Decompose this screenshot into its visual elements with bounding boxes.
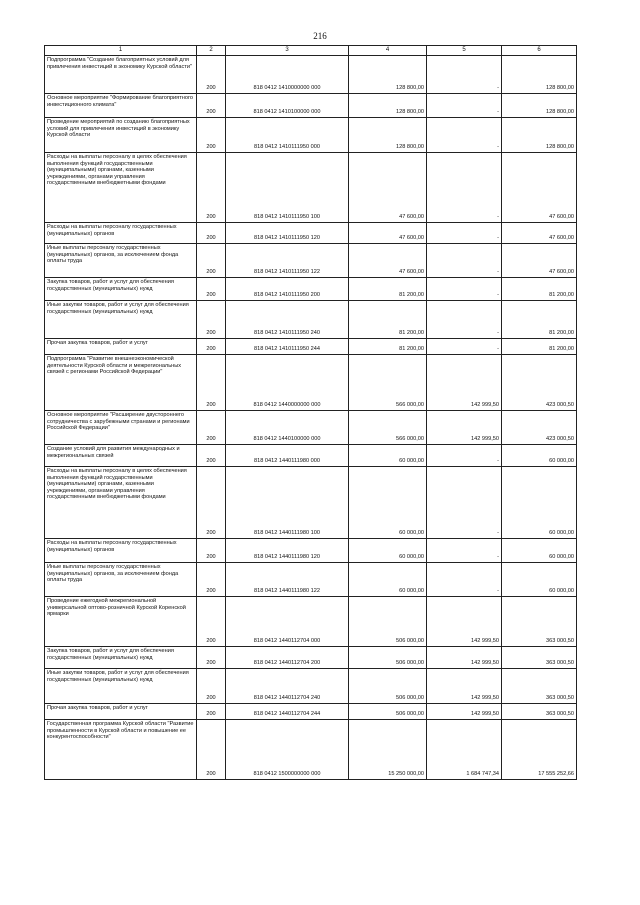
table-cell-c4: 506 000,00 bbox=[349, 704, 427, 720]
table-cell-kbk: 818 0412 1440112704 000 bbox=[226, 597, 349, 647]
table-row bbox=[45, 355, 577, 411]
table-row bbox=[45, 56, 577, 94]
table-cell-c4: 566 000,00 bbox=[349, 411, 427, 445]
table-cell-c6: 47 600,00 bbox=[502, 153, 577, 223]
table-cell-name: Основное мероприятие "Формирование благоприятного инвестиционного климата" bbox=[45, 94, 197, 118]
table-cell-kbk: 818 0412 1410111950 240 bbox=[226, 301, 349, 339]
table-cell-c6: 47 600,00 bbox=[502, 244, 577, 278]
table-cell-c6: 363 000,50 bbox=[502, 704, 577, 720]
table-cell-code: 200 bbox=[197, 597, 226, 647]
table-cell-name: Расходы на выплаты персоналу в целях обеспечения выполнения функций государственными (муниципальными) органами, казенными учреждениями, органами управления государственными внебюджетными фондами bbox=[45, 153, 197, 223]
table-cell-name: Подпрограмма "Создание благоприятных условий для привлечения инвестиций в экономику Курской области" bbox=[45, 56, 197, 94]
table-cell-c5: - bbox=[427, 539, 502, 563]
table-cell-c4: 15 250 000,00 bbox=[349, 720, 427, 780]
table-cell-code: 200 bbox=[197, 278, 226, 301]
table-cell-c6: 363 000,50 bbox=[502, 597, 577, 647]
table-cell-c4: 128 800,00 bbox=[349, 94, 427, 118]
table-cell-kbk: 818 0412 1410111950 244 bbox=[226, 339, 349, 355]
table-cell-name: Закупка товаров, работ и услуг для обеспечения государственных (муниципальных) нужд bbox=[45, 647, 197, 669]
table-cell-c4: 81 200,00 bbox=[349, 339, 427, 355]
table-row bbox=[45, 597, 577, 647]
table-cell-c4: 47 600,00 bbox=[349, 244, 427, 278]
table-cell-c4: 60 000,00 bbox=[349, 467, 427, 539]
table-cell-code: 200 bbox=[197, 720, 226, 780]
table-cell-code: 200 bbox=[197, 411, 226, 445]
table-cell-name: Прочая закупка товаров, работ и услуг bbox=[45, 704, 197, 720]
table-cell-kbk: 818 0412 1500000000 000 bbox=[226, 720, 349, 780]
table-cell-code: 200 bbox=[197, 445, 226, 467]
table-cell-name: Проведение мероприятий по созданию благоприятных условий для привлечения инвестиций в экономику Курской области bbox=[45, 118, 197, 153]
table-cell-name: Расходы на выплаты персоналу в целях обеспечения выполнения функций государственными (муниципальными) органами, казенными учреждениями, органами управления государственными внебюджетными фондами bbox=[45, 467, 197, 539]
table-cell-kbk: 818 0412 1410000000 000 bbox=[226, 56, 349, 94]
table-cell-c5: 142 999,50 bbox=[427, 669, 502, 704]
table-cell-c6: 363 000,50 bbox=[502, 647, 577, 669]
table-row bbox=[45, 301, 577, 339]
table-cell-code: 200 bbox=[197, 669, 226, 704]
table-cell-c5: - bbox=[427, 223, 502, 244]
table-cell-c5: - bbox=[427, 301, 502, 339]
table-cell-c6: 81 200,00 bbox=[502, 278, 577, 301]
table-cell-code: 200 bbox=[197, 704, 226, 720]
table-cell-code: 200 bbox=[197, 563, 226, 597]
table-cell-code: 200 bbox=[197, 301, 226, 339]
table-cell-c4: 128 800,00 bbox=[349, 56, 427, 94]
table-cell-c6: 17 555 252,66 bbox=[502, 720, 577, 780]
table-row bbox=[45, 153, 577, 223]
table-cell-name: Иные закупки товаров, работ и услуг для обеспечения государственных (муниципальных) нужд bbox=[45, 301, 197, 339]
table-cell-c5: 142 999,50 bbox=[427, 597, 502, 647]
table-cell-c5: - bbox=[427, 467, 502, 539]
table-cell-c4: 128 800,00 bbox=[349, 118, 427, 153]
page-number: 216 bbox=[313, 31, 327, 41]
table-row bbox=[45, 563, 577, 597]
table-cell-kbk: 818 0412 1440111980 122 bbox=[226, 563, 349, 597]
table-cell-c4: 47 600,00 bbox=[349, 223, 427, 244]
table-cell-c5: - bbox=[427, 153, 502, 223]
table-row bbox=[45, 278, 577, 301]
table-cell-name: Закупка товаров, работ и услуг для обеспечения государственных (муниципальных) нужд bbox=[45, 278, 197, 301]
table-cell-name: Иные закупки товаров, работ и услуг для обеспечения государственных (муниципальных) нужд bbox=[45, 669, 197, 704]
table-cell-name: Расходы на выплаты персоналу государственных (муниципальных) органов bbox=[45, 539, 197, 563]
table-cell-c5: - bbox=[427, 56, 502, 94]
table-cell-code: 200 bbox=[197, 118, 226, 153]
table-row bbox=[45, 339, 577, 355]
table-cell-code: 200 bbox=[197, 539, 226, 563]
table-cell-code: 200 bbox=[197, 223, 226, 244]
table-cell-kbk: 818 0412 1410111950 120 bbox=[226, 223, 349, 244]
table-cell-kbk: 818 0412 1440112704 240 bbox=[226, 669, 349, 704]
table-cell-c5: 142 999,50 bbox=[427, 647, 502, 669]
table-cell-c6: 128 800,00 bbox=[502, 56, 577, 94]
table-cell-kbk: 818 0412 1440111980 120 bbox=[226, 539, 349, 563]
table-cell-c5: - bbox=[427, 445, 502, 467]
table-cell-name: Подпрограмма "Развитие внешнеэкономической деятельности Курской области и межрегиональных связей с регионами Российской Федерации" bbox=[45, 355, 197, 411]
table-cell-c4: 506 000,00 bbox=[349, 669, 427, 704]
table-cell-name: Прочая закупка товаров, работ и услуг bbox=[45, 339, 197, 355]
table-cell-c4: 60 000,00 bbox=[349, 445, 427, 467]
table-cell-c4: 47 600,00 bbox=[349, 153, 427, 223]
table-cell-name: Основное мероприятие "Расширение двустороннего сотрудничества с зарубежными странами и регионами Российской Федерации" bbox=[45, 411, 197, 445]
header-cell: 6 bbox=[502, 46, 577, 56]
table-row bbox=[45, 647, 577, 669]
table-cell-c5: 142 999,50 bbox=[427, 411, 502, 445]
table-cell-c5: 142 999,50 bbox=[427, 355, 502, 411]
table-cell-kbk: 818 0412 1440111980 000 bbox=[226, 445, 349, 467]
table-cell-code: 200 bbox=[197, 153, 226, 223]
table-cell-c6: 60 000,00 bbox=[502, 467, 577, 539]
table-cell-code: 200 bbox=[197, 339, 226, 355]
table-cell-kbk: 818 0412 1440000000 000 bbox=[226, 355, 349, 411]
table-row bbox=[45, 244, 577, 278]
table-cell-c5: - bbox=[427, 339, 502, 355]
table-cell-c6: 47 600,00 bbox=[502, 223, 577, 244]
table-cell-code: 200 bbox=[197, 56, 226, 94]
table-cell-c5: 142 999,50 bbox=[427, 704, 502, 720]
table-cell-code: 200 bbox=[197, 355, 226, 411]
table-cell-c6: 423 000,50 bbox=[502, 411, 577, 445]
table-cell-c6: 60 000,00 bbox=[502, 445, 577, 467]
table-cell-c6: 423 000,50 bbox=[502, 355, 577, 411]
table-cell-c6: 128 800,00 bbox=[502, 94, 577, 118]
table-cell-c4: 60 000,00 bbox=[349, 563, 427, 597]
table-cell-name: Расходы на выплаты персоналу государственных (муниципальных) органов bbox=[45, 223, 197, 244]
table-cell-c6: 60 000,00 bbox=[502, 539, 577, 563]
table-cell-kbk: 818 0412 1410111950 122 bbox=[226, 244, 349, 278]
table-cell-c6: 81 200,00 bbox=[502, 339, 577, 355]
header-cell: 4 bbox=[349, 46, 427, 56]
table-cell-c5: - bbox=[427, 278, 502, 301]
table-cell-kbk: 818 0412 1440112704 200 bbox=[226, 647, 349, 669]
table-cell-name: Создание условий для развития международных и межрегиональных связей bbox=[45, 445, 197, 467]
table-row bbox=[45, 118, 577, 153]
table-cell-c4: 506 000,00 bbox=[349, 647, 427, 669]
table-cell-code: 200 bbox=[197, 94, 226, 118]
table-row bbox=[45, 445, 577, 467]
table-cell-name: Иные выплаты персоналу государственных (муниципальных) органов, за исключением фонда оплаты труда bbox=[45, 244, 197, 278]
table-cell-kbk: 818 0412 1440111980 100 bbox=[226, 467, 349, 539]
header-cell: 5 bbox=[427, 46, 502, 56]
table-cell-name: Иные выплаты персоналу государственных (муниципальных) органов, за исключением фонда оплаты труда bbox=[45, 563, 197, 597]
table-cell-kbk: 818 0412 1440100000 000 bbox=[226, 411, 349, 445]
table-row bbox=[45, 669, 577, 704]
table-cell-c5: - bbox=[427, 118, 502, 153]
table-cell-c5: - bbox=[427, 94, 502, 118]
table-cell-kbk: 818 0412 1410111950 000 bbox=[226, 118, 349, 153]
header-cell: 3 bbox=[226, 46, 349, 56]
table-cell-c6: 363 000,50 bbox=[502, 669, 577, 704]
header-cell: 2 bbox=[197, 46, 226, 56]
budget-table bbox=[44, 45, 577, 780]
table-row bbox=[45, 704, 577, 720]
table-cell-c5: - bbox=[427, 563, 502, 597]
table-cell-code: 200 bbox=[197, 244, 226, 278]
table-cell-c4: 60 000,00 bbox=[349, 539, 427, 563]
table-cell-c6: 60 000,00 bbox=[502, 563, 577, 597]
table-cell-code: 200 bbox=[197, 467, 226, 539]
table-row bbox=[45, 223, 577, 244]
table-cell-kbk: 818 0412 1410100000 000 bbox=[226, 94, 349, 118]
table-cell-c5: 1 684 747,34 bbox=[427, 720, 502, 780]
table-cell-kbk: 818 0412 1410111950 100 bbox=[226, 153, 349, 223]
table-row bbox=[45, 720, 577, 780]
table-row bbox=[45, 539, 577, 563]
header-row bbox=[45, 46, 577, 56]
table-cell-c6: 81 200,00 bbox=[502, 301, 577, 339]
table-cell-kbk: 818 0412 1410111950 200 bbox=[226, 278, 349, 301]
header-cell: 1 bbox=[45, 46, 197, 56]
table-cell-code: 200 bbox=[197, 647, 226, 669]
table-cell-c4: 506 000,00 bbox=[349, 597, 427, 647]
table-cell-kbk: 818 0412 1440112704 244 bbox=[226, 704, 349, 720]
table-row bbox=[45, 411, 577, 445]
table-cell-c4: 566 000,00 bbox=[349, 355, 427, 411]
table-cell-c4: 81 200,00 bbox=[349, 301, 427, 339]
table-cell-name: Проведение ежегодной межрегиональной универсальной оптово-розничной Курской Коренской ярмарки bbox=[45, 597, 197, 647]
table-cell-c5: - bbox=[427, 244, 502, 278]
table-cell-c6: 128 800,00 bbox=[502, 118, 577, 153]
table-cell-c4: 81 200,00 bbox=[349, 278, 427, 301]
table-row bbox=[45, 94, 577, 118]
table-row bbox=[45, 467, 577, 539]
table-cell-name: Государственная программа Курской области "Развитие промышленности в Курской области и повышение ее конкурентоспособности" bbox=[45, 720, 197, 780]
